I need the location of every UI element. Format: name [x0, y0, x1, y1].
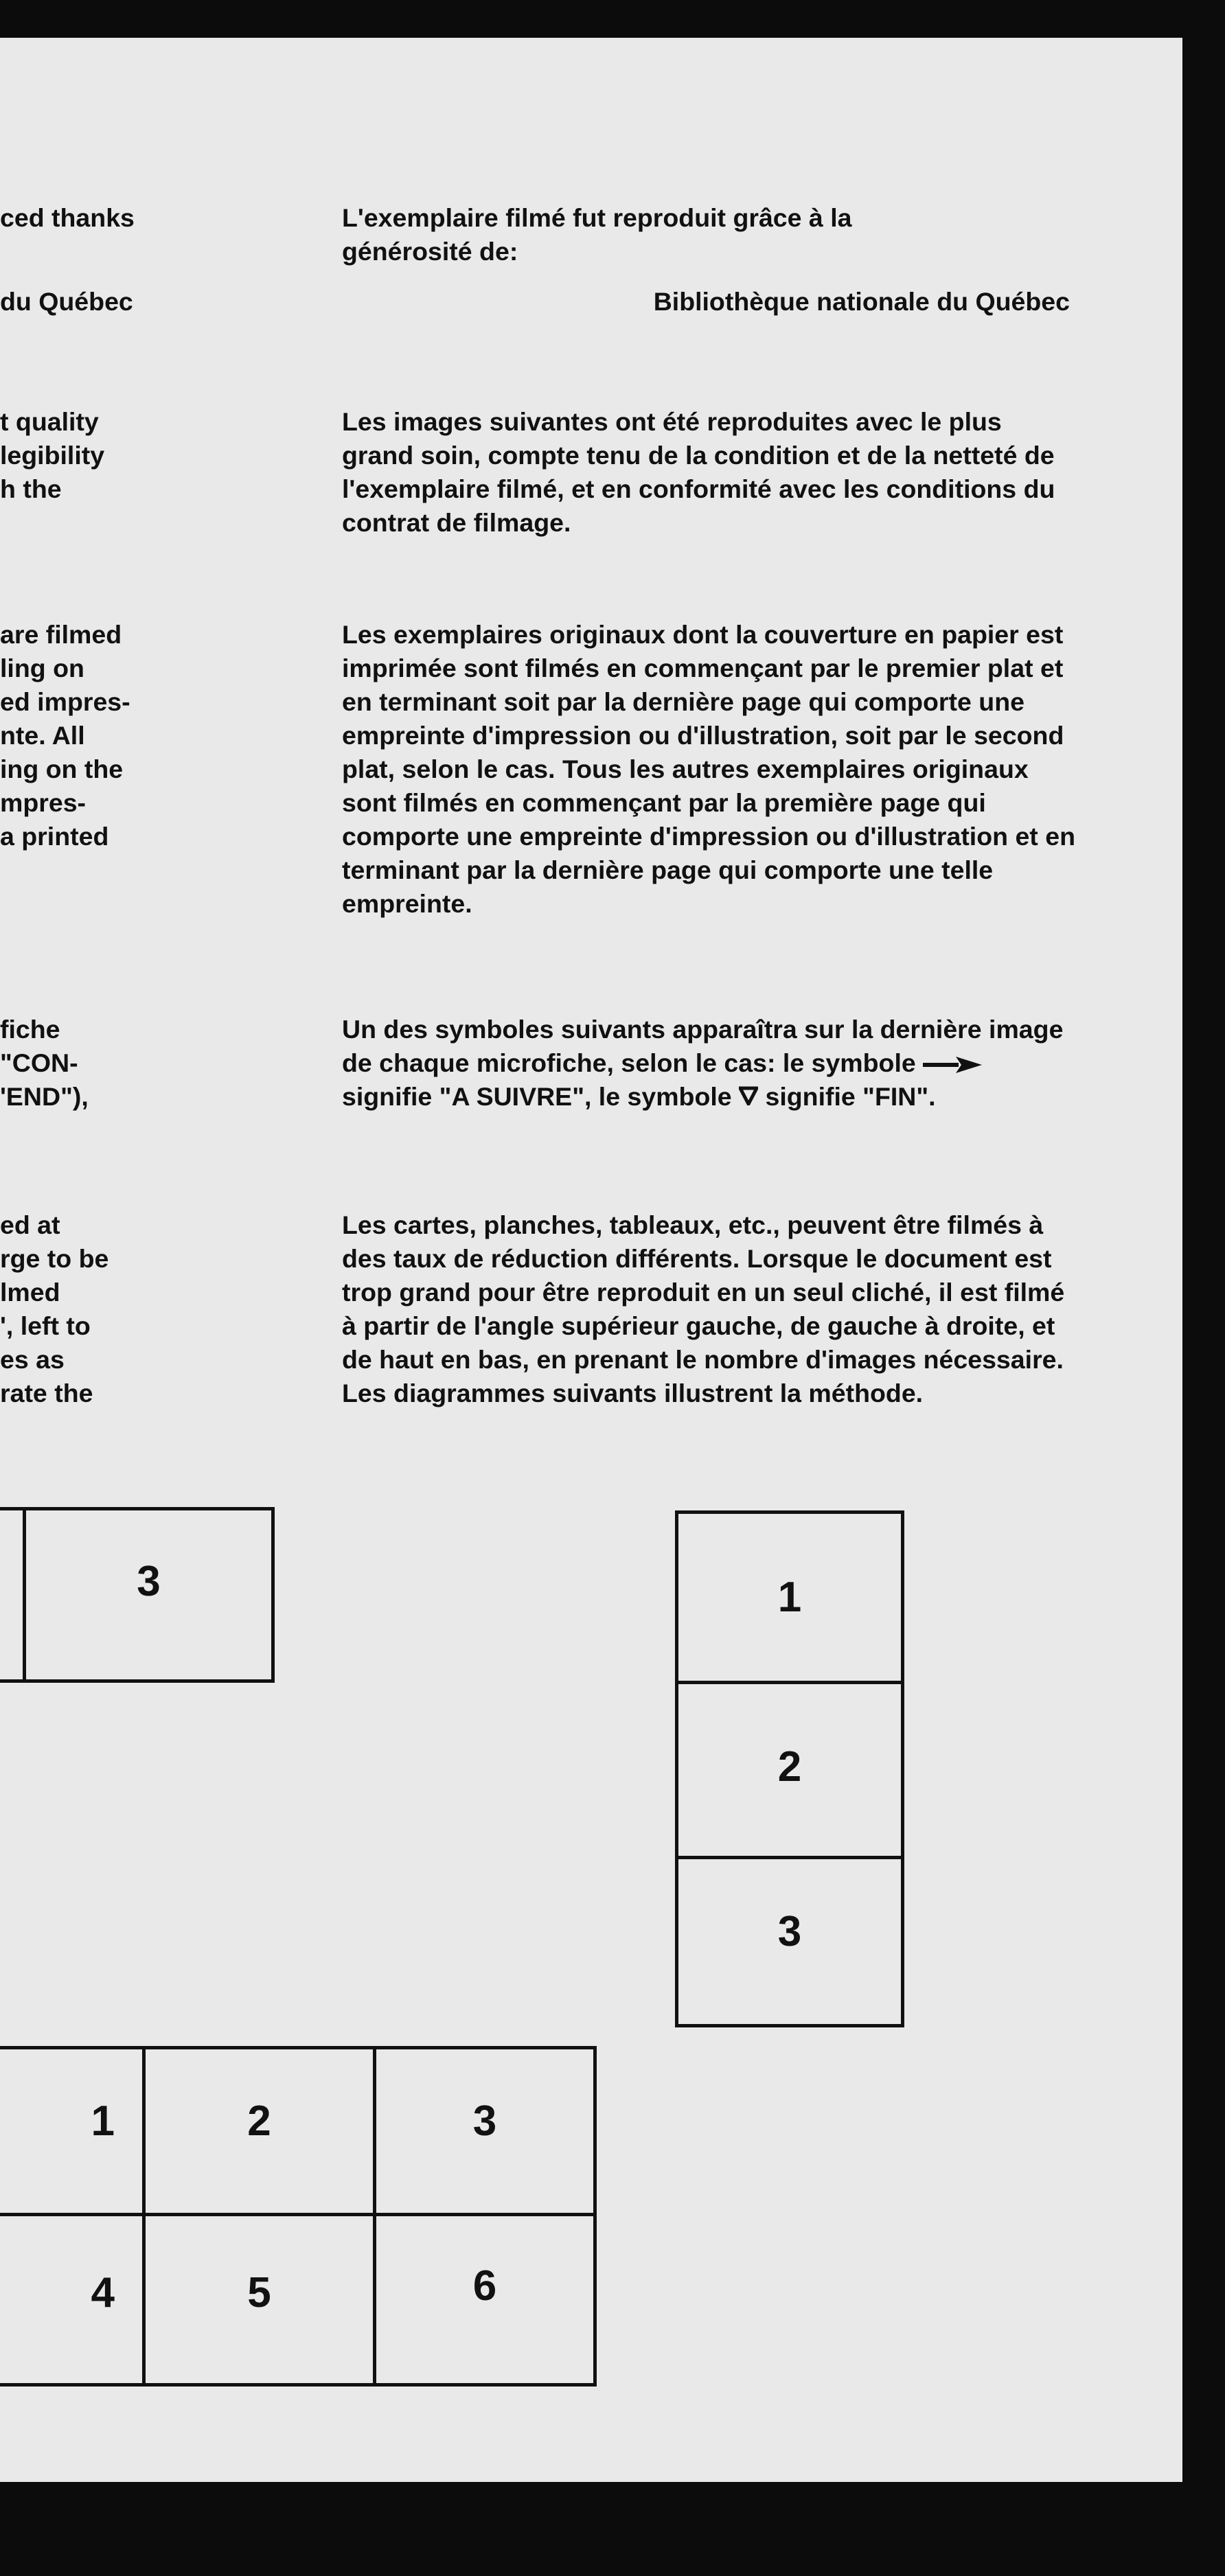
- en-line: ed impres-: [0, 687, 130, 716]
- en-line: a printed: [0, 822, 109, 851]
- diagram-cell: 3: [472, 2097, 497, 2145]
- reproduction-credit-intro: [342, 201, 1084, 268]
- en-line: ling on: [0, 654, 84, 682]
- en-line: rge to be: [0, 1244, 109, 1273]
- en-line: nte. All: [0, 721, 85, 750]
- symbols-text-a: Un des symboles suivants apparaîtra sur la dernière image de chaque microfiche, selon le cas: le symbole: [342, 1015, 1064, 1077]
- en-line: mpres-: [0, 788, 87, 817]
- diagram-cell: 4: [91, 2269, 115, 2316]
- grid-diagram: [0, 2046, 597, 2387]
- diagram-cell: 1: [91, 2097, 115, 2145]
- en-line: 'END"),: [0, 1082, 89, 1111]
- en-line: ing on the: [0, 755, 124, 783]
- diagram-cell: 5: [247, 2269, 271, 2316]
- diagram-cell: 3: [137, 1557, 161, 1605]
- en-line: ', left to: [0, 1311, 91, 1340]
- en-line: fiche: [0, 1015, 60, 1044]
- en-line: du Québec: [0, 287, 133, 316]
- en-line: ced thanks: [0, 203, 135, 232]
- en-line: lmed: [0, 1278, 60, 1307]
- diagram-cell: 6: [472, 2262, 497, 2310]
- diagram-cell: 1: [777, 1574, 802, 1621]
- quality-paragraph: Les images suivantes ont été reproduites avec le plus grand soin, compte tenu de la condition et de la netteté de l'exemplaire filmé, et en conformité avec les conditions du contrat de filmage.: [342, 407, 1055, 537]
- en-line: "CON-: [0, 1048, 78, 1077]
- symbols-text-b: signifie "A SUIVRE", le symbole: [342, 1082, 732, 1111]
- arrow-right-icon: [923, 1056, 982, 1074]
- credit-intro-line2: générosité de:: [342, 237, 518, 266]
- symbols-paragraph: [342, 1013, 1073, 1114]
- microfiche-target-page: [0, 38, 1182, 2482]
- en-line: ed at: [0, 1210, 60, 1239]
- en-line: are filmed: [0, 620, 122, 649]
- en-line: rate the: [0, 1379, 93, 1407]
- en-line: t quality: [0, 407, 99, 436]
- diagram-cell: 2: [777, 1743, 802, 1791]
- diagram-cell: 2: [247, 2097, 271, 2145]
- diagram-cell: 3: [777, 1907, 802, 1955]
- reduction-paragraph: Les cartes, planches, tableaux, etc., peuvent être filmés à des taux de réduction différents. Lorsque le document est trop grand pour être reproduit en un seul cliché, il est filmé à partir de l'angle supérieur gauche, de gauche à droite, et de haut en bas, en prenant le nombre d'images nécessaire. Les diagrammes suivants illustrent la méthode.: [342, 1210, 1065, 1407]
- triangle-down-icon: [739, 1086, 758, 1105]
- symbols-text-c: signifie "FIN".: [765, 1082, 936, 1111]
- column-diagram: [675, 1510, 904, 2027]
- en-line: legibility: [0, 441, 105, 470]
- row-diagram: [0, 1507, 275, 1683]
- credit-intro-line1: L'exemplaire filmé fut reproduit grâce à la: [342, 203, 852, 232]
- en-line: es as: [0, 1345, 65, 1374]
- filming-order-paragraph: Les exemplaires originaux dont la couverture en papier est imprimée sont filmés en commençant par le premier plat et en terminant soit par la dernière page qui comporte une empreinte d'impression ou d'illustration, soit par le second plat, selon le cas. Tous les autres exemplaires originaux sont filmés en commençant par la première page qui comporte une empreinte d'impression ou d'illustration et en terminant par la dernière page qui comporte une telle empreinte.: [342, 620, 1075, 918]
- institution-credit: Bibliothèque nationale du Québec: [653, 287, 1070, 316]
- en-line: h the: [0, 474, 62, 503]
